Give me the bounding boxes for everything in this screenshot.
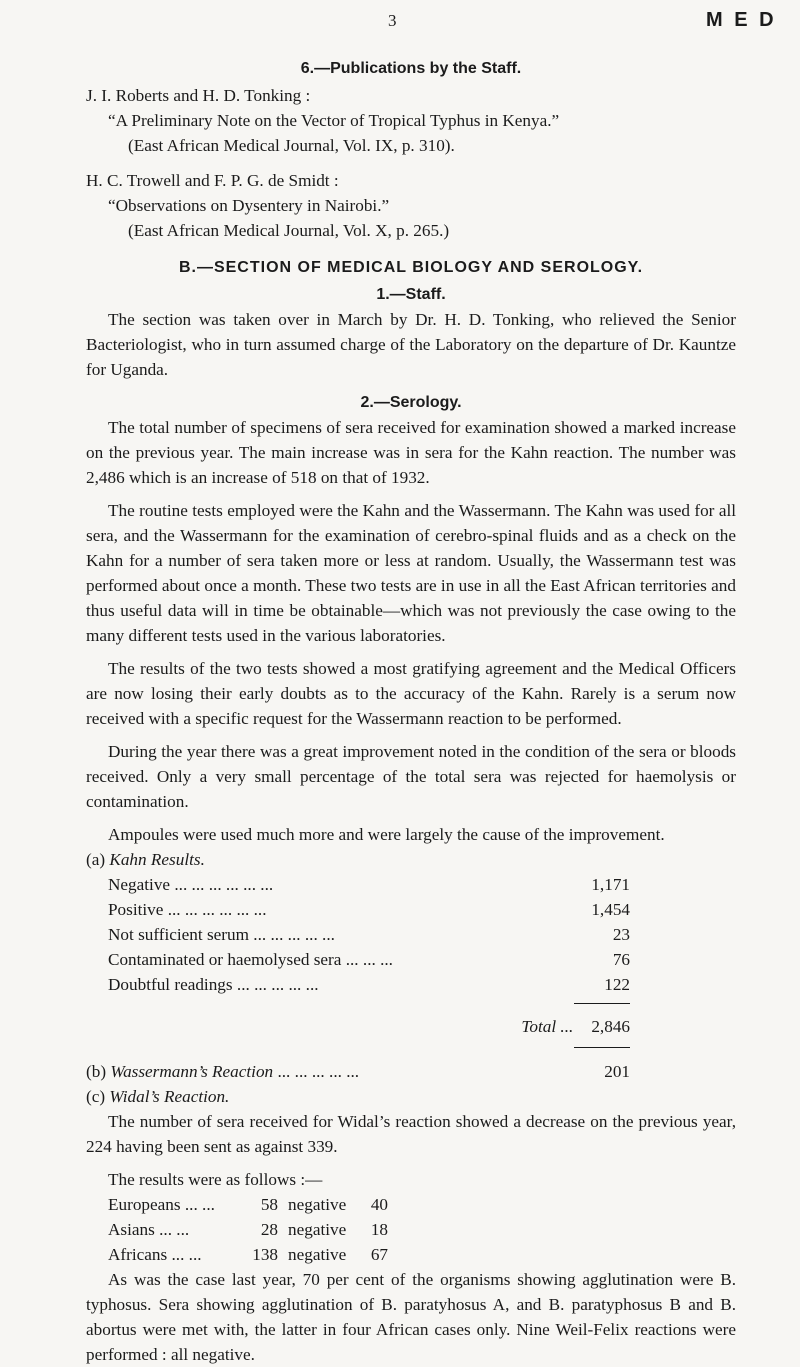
table-row <box>108 872 630 897</box>
publication-title: “Observations on Dysentery in Nairobi.” <box>108 196 390 215</box>
kahn-letter: (a) <box>86 850 106 869</box>
kahn-total <box>108 997 630 1059</box>
row-label: Not sufficient serum ... ... ... ... ... <box>108 925 335 944</box>
serology-paragraph: During the year there was a great improvement noted in the condition of the sera or bloods received. Only a very small percentage of the total sera was rejected for haemolysis or contamination. <box>86 742 736 811</box>
page-number: 3 <box>388 11 397 30</box>
row-label: Positive ... ... ... ... ... ... <box>108 900 267 919</box>
total-value: 2,846 <box>591 1017 630 1036</box>
publication-source: (East African Medical Journal, Vol. X, p. 265.) <box>128 221 450 240</box>
row-value: 1,171 <box>591 875 630 894</box>
table-row: Africans ... ... 138 negative 67 <box>108 1245 388 1264</box>
publication-authors: H. C. Trowell and F. P. G. de Smidt : <box>86 171 339 190</box>
widal-results-table <box>108 1192 736 1267</box>
total-rule-bottom <box>574 1047 630 1048</box>
row-value: 1,454 <box>591 900 630 919</box>
publication-source: (East African Medical Journal, Vol. IX, p. 310). <box>128 136 455 155</box>
table-row: Europeans ... ... 58 negative 40 <box>108 1195 388 1214</box>
publication-title: “A Preliminary Note on the Vector of Tropical Typhus in Kenya.” <box>108 111 560 130</box>
row-value: 23 <box>612 925 630 944</box>
total-label: Total ... <box>521 1017 574 1036</box>
kahn-results-label <box>86 847 736 872</box>
running-title: M E D <box>706 9 777 31</box>
wassermann-label: (b) Wassermann’s Reaction ... ... ... ... ... <box>86 1062 360 1081</box>
row-label: Contaminated or haemolysed sera ... ... ... <box>108 950 393 969</box>
table-row <box>108 972 630 997</box>
subsection-heading-serology: 2.—Serology. <box>360 394 462 411</box>
wassermann-row <box>86 1059 630 1084</box>
section-heading-publications: 6.—Publications by the Staff. <box>300 60 522 77</box>
results-intro: The results were as follows :— <box>108 1170 323 1189</box>
serology-paragraph: The results of the two tests showed a most gratifying agreement and the Medical Officers are now losing their early doubts as to the accuracy of the Kahn. Rarely is a serum now received with a specific request for the Wassermann reaction to be performed. <box>86 659 736 728</box>
serology-paragraph: The total number of specimens of sera received for examination showed a marked increase on the previous year. The main increase was in sera for the Kahn reaction. The number was 2,486 which is an increase of 518 on that of 1932. <box>86 418 736 487</box>
row-label: Doubtful readings ... ... ... ... ... <box>108 975 319 994</box>
serology-paragraph: Ampoules were used much more and were largely the cause of the improvement. <box>108 825 665 844</box>
table-row <box>108 897 630 922</box>
serology-paragraph: The routine tests employed were the Kahn and the Wassermann. The Kahn was used for all sera, and the Wassermann for the examination of cerebro-spinal fluids and as a check on the Kahn for a number of sera taken more or less at random. Usually, the Wassermann test was performed about once a month. These two tests are in use in all the East African territories and thus useful data will in time be obtainable—which was not previously the case owing to the many different tests used in the various laboratories. <box>86 501 736 645</box>
row-value: 122 <box>604 975 630 994</box>
table-row: Asians ... ... 28 negative 18 <box>108 1220 388 1239</box>
subsection-heading-staff: 1.—Staff. <box>376 286 446 303</box>
page-content <box>86 56 736 1367</box>
table-row <box>108 947 630 972</box>
page-header <box>0 8 800 38</box>
widal-paragraph: The number of sera received for Widal’s reaction showed a decrease on the previous year, 224 having been sent as against 339. <box>86 1112 736 1156</box>
wassermann-value: 201 <box>604 1062 630 1081</box>
table-row <box>108 922 630 947</box>
row-value: 76 <box>612 950 630 969</box>
kahn-results-table <box>108 872 630 997</box>
total-row <box>521 1014 630 1039</box>
total-rule-top <box>574 1003 630 1004</box>
section-heading-medical-biology: B.—SECTION OF MEDICAL BIOLOGY AND SEROLOGY. <box>178 259 644 276</box>
publication-authors: J. I. Roberts and H. D. Tonking : <box>86 86 311 105</box>
row-label: Negative ... ... ... ... ... ... <box>108 875 274 894</box>
kahn-title: Kahn Results. <box>109 850 205 869</box>
widal-label: (c) Widal’s Reaction. <box>86 1087 230 1106</box>
widal-final-paragraph: As was the case last year, 70 per cent of the organisms showing agglutination were B. typhosus. Sera showing agglutination of B. paratyhosus A, and B. paratyphosus B and B. abortus were met with, the latter in four African cases only. Nine Weil-Felix reactions were performed : all negative. <box>86 1270 736 1364</box>
staff-paragraph: The section was taken over in March by Dr. H. D. Tonking, who relieved the Senior Bacteriologist, who in turn assumed charge of the Laboratory on the departure of Dr. Kauntze for Uganda. <box>86 310 736 379</box>
